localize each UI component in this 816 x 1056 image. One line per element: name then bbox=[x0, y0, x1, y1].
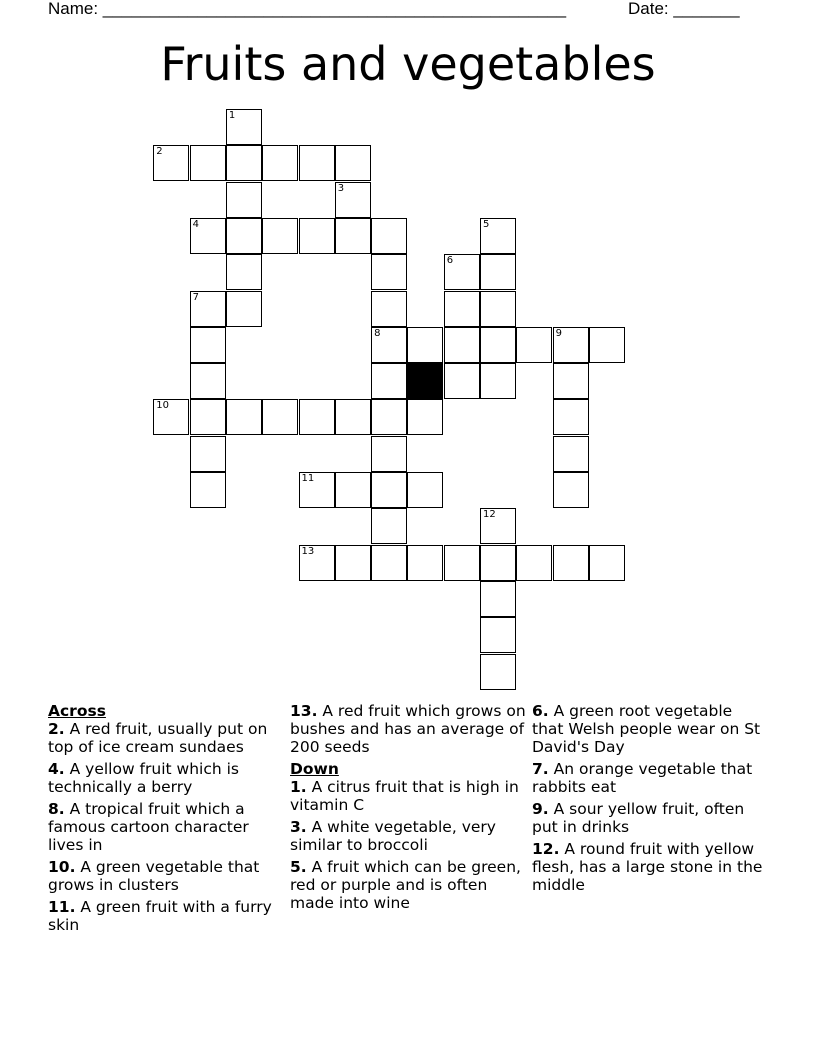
clue-text: A green fruit with a furry skin bbox=[48, 898, 272, 934]
across-clue bbox=[290, 702, 526, 756]
clue-text: A red fruit which grows on bushes and has an average of 200 seeds bbox=[290, 702, 526, 756]
clue-number-label: 4. bbox=[48, 760, 65, 778]
clue-number: 2 bbox=[156, 146, 163, 158]
crossword-cell[interactable] bbox=[299, 472, 335, 508]
across-clue bbox=[48, 898, 284, 934]
down-clue bbox=[532, 800, 768, 836]
crossword-cell[interactable] bbox=[299, 145, 335, 181]
across-clue bbox=[48, 858, 284, 894]
crossword-cell[interactable] bbox=[407, 399, 443, 435]
crossword-cell[interactable] bbox=[190, 472, 226, 508]
clue-number-label: 8. bbox=[48, 800, 65, 818]
crossword-cell[interactable] bbox=[589, 327, 625, 363]
down-clue-list bbox=[290, 778, 526, 912]
name-field-label: Name: _________________________________________________ bbox=[48, 0, 567, 18]
crossword-cell[interactable] bbox=[589, 545, 625, 581]
crossword-cell[interactable] bbox=[371, 508, 407, 544]
down-clue bbox=[532, 760, 768, 796]
crossword-cell[interactable] bbox=[371, 363, 407, 399]
clue-text: A green vegetable that grows in clusters bbox=[48, 858, 260, 894]
clue-number-label: 2. bbox=[48, 720, 65, 738]
clue-text: A tropical fruit which a famous cartoon character lives in bbox=[48, 800, 249, 854]
clue-number-label: 6. bbox=[532, 702, 549, 720]
crossword-cell[interactable] bbox=[444, 327, 480, 363]
crossword-cell[interactable] bbox=[553, 472, 589, 508]
down-clue bbox=[532, 702, 768, 756]
crossword-cell[interactable] bbox=[371, 254, 407, 290]
crossword-cell[interactable] bbox=[480, 654, 516, 690]
clue-number-label: 11. bbox=[48, 898, 76, 916]
clue-text: A fruit which can be green, red or purple and is often made into wine bbox=[290, 858, 521, 912]
clue-number: 6 bbox=[446, 255, 454, 267]
crossword-cell[interactable] bbox=[516, 327, 552, 363]
crossword-cell[interactable] bbox=[190, 436, 226, 472]
clue-number-label: 5. bbox=[290, 858, 307, 876]
crossword-cell[interactable] bbox=[553, 545, 589, 581]
down-heading: Down bbox=[290, 760, 339, 778]
crossword-cell[interactable] bbox=[335, 145, 371, 181]
crossword-cell[interactable] bbox=[480, 363, 516, 399]
clue-number: 12 bbox=[483, 509, 496, 521]
clue-text: A yellow fruit which is technically a berry bbox=[48, 760, 239, 796]
clue-text: A white vegetable, very similar to broccoli bbox=[290, 818, 496, 854]
crossword-cell[interactable] bbox=[480, 218, 516, 254]
crossword-cell[interactable] bbox=[190, 291, 226, 327]
crossword-cell[interactable] bbox=[226, 254, 262, 290]
clue-number-label: 12. bbox=[532, 840, 560, 858]
crossword-cell[interactable] bbox=[262, 399, 298, 435]
crossword-cell[interactable] bbox=[516, 545, 552, 581]
crossword-cell[interactable] bbox=[262, 145, 298, 181]
crossword-cell[interactable] bbox=[153, 145, 189, 181]
crossword-cell[interactable] bbox=[335, 472, 371, 508]
crossword-cell[interactable] bbox=[335, 218, 371, 254]
crossword-cell[interactable] bbox=[262, 218, 298, 254]
crossword-cell[interactable] bbox=[226, 399, 262, 435]
clues-column-3 bbox=[532, 702, 768, 898]
crossword-cell[interactable] bbox=[190, 399, 226, 435]
clue-text: A citrus fruit that is high in vitamin C bbox=[290, 778, 519, 814]
page-title: Fruits and vegetables bbox=[160, 37, 656, 91]
across-heading: Across bbox=[48, 702, 106, 720]
crossword-cell[interactable] bbox=[480, 508, 516, 544]
across-clue bbox=[48, 720, 284, 756]
crossword-cell[interactable] bbox=[371, 399, 407, 435]
clue-text: An orange vegetable that rabbits eat bbox=[532, 760, 753, 796]
across-clue bbox=[48, 760, 284, 796]
crossword-cell[interactable] bbox=[407, 545, 443, 581]
crossword-cell[interactable] bbox=[226, 182, 262, 218]
across-clue bbox=[48, 800, 284, 854]
crossword-cell[interactable] bbox=[299, 399, 335, 435]
clue-number: 8 bbox=[374, 327, 381, 339]
clue-number-label: 9. bbox=[532, 800, 549, 818]
clue-number: 10 bbox=[156, 400, 170, 412]
clue-text: A red fruit, usually put on top of ice cream sundaes bbox=[48, 720, 268, 756]
crossword-cell[interactable] bbox=[444, 291, 480, 327]
crossword-cell[interactable] bbox=[371, 472, 407, 508]
crossword-cell[interactable] bbox=[480, 581, 516, 617]
crossword-cell[interactable] bbox=[190, 218, 226, 254]
clue-number: 3 bbox=[337, 182, 345, 194]
crossword-cell[interactable] bbox=[480, 617, 516, 653]
down-clue bbox=[290, 778, 526, 814]
crossword-cell[interactable] bbox=[153, 399, 189, 435]
crossword-cell[interactable] bbox=[407, 327, 443, 363]
crossword-cell[interactable] bbox=[335, 399, 371, 435]
clue-number: 5 bbox=[483, 218, 490, 230]
down-clue-list-continued bbox=[532, 702, 768, 894]
clue-number: 7 bbox=[192, 291, 199, 303]
crossword-cell[interactable] bbox=[480, 254, 516, 290]
crossword-cell[interactable] bbox=[190, 327, 226, 363]
crossword-cell[interactable] bbox=[371, 436, 407, 472]
crossword-cell[interactable] bbox=[299, 218, 335, 254]
crossword-cell[interactable] bbox=[407, 472, 443, 508]
across-clue-list bbox=[48, 720, 284, 934]
clue-number-label: 1. bbox=[290, 778, 307, 796]
crossword-cell[interactable] bbox=[444, 363, 480, 399]
crossword-cell[interactable] bbox=[226, 109, 262, 145]
blocked-cell bbox=[407, 363, 443, 399]
crossword-cell[interactable] bbox=[480, 291, 516, 327]
clue-number-label: 7. bbox=[532, 760, 549, 778]
crossword-cell[interactable] bbox=[371, 327, 407, 363]
crossword-cell[interactable] bbox=[444, 254, 480, 290]
crossword-cell[interactable] bbox=[444, 545, 480, 581]
crossword-cell[interactable] bbox=[335, 182, 371, 218]
crossword-cell[interactable] bbox=[553, 399, 589, 435]
clue-number-label: 13. bbox=[290, 702, 318, 720]
crossword-cell[interactable] bbox=[226, 145, 262, 181]
clue-number: 1 bbox=[228, 110, 236, 121]
crossword-cell[interactable] bbox=[335, 545, 371, 581]
crossword-cell[interactable] bbox=[371, 218, 407, 254]
clue-text: A green root vegetable that Welsh people wear on St David's Day bbox=[532, 702, 761, 756]
clue-number-label: 10. bbox=[48, 858, 76, 876]
crossword-cell[interactable] bbox=[190, 145, 226, 181]
down-clue bbox=[532, 840, 768, 894]
crossword-cell[interactable] bbox=[553, 327, 589, 363]
crossword-cell[interactable] bbox=[371, 291, 407, 327]
crossword-cell[interactable] bbox=[226, 291, 262, 327]
crossword-cell[interactable] bbox=[226, 218, 262, 254]
down-clue bbox=[290, 858, 526, 912]
clues-column-1 bbox=[48, 702, 284, 938]
clue-number-label: 3. bbox=[290, 818, 307, 836]
crossword-cell[interactable] bbox=[480, 545, 516, 581]
crossword-cell[interactable] bbox=[299, 545, 335, 581]
crossword-cell[interactable] bbox=[190, 363, 226, 399]
clue-number: 11 bbox=[301, 473, 315, 484]
crossword-cell[interactable] bbox=[371, 545, 407, 581]
down-clue bbox=[290, 818, 526, 854]
across-clue-list-continued bbox=[290, 702, 526, 756]
clues-column-2 bbox=[290, 702, 526, 916]
date-field-label: Date: _______ bbox=[628, 0, 740, 18]
crossword-cell[interactable] bbox=[480, 327, 516, 363]
crossword-cell[interactable] bbox=[553, 436, 589, 472]
clue-text: A sour yellow fruit, often put in drinks bbox=[532, 800, 745, 836]
clue-text: A round fruit with yellow flesh, has a large stone in the middle bbox=[532, 840, 763, 894]
clue-number: 13 bbox=[301, 545, 315, 557]
crossword-cell[interactable] bbox=[553, 363, 589, 399]
clue-number: 9 bbox=[555, 327, 562, 339]
clue-number: 4 bbox=[192, 218, 199, 230]
